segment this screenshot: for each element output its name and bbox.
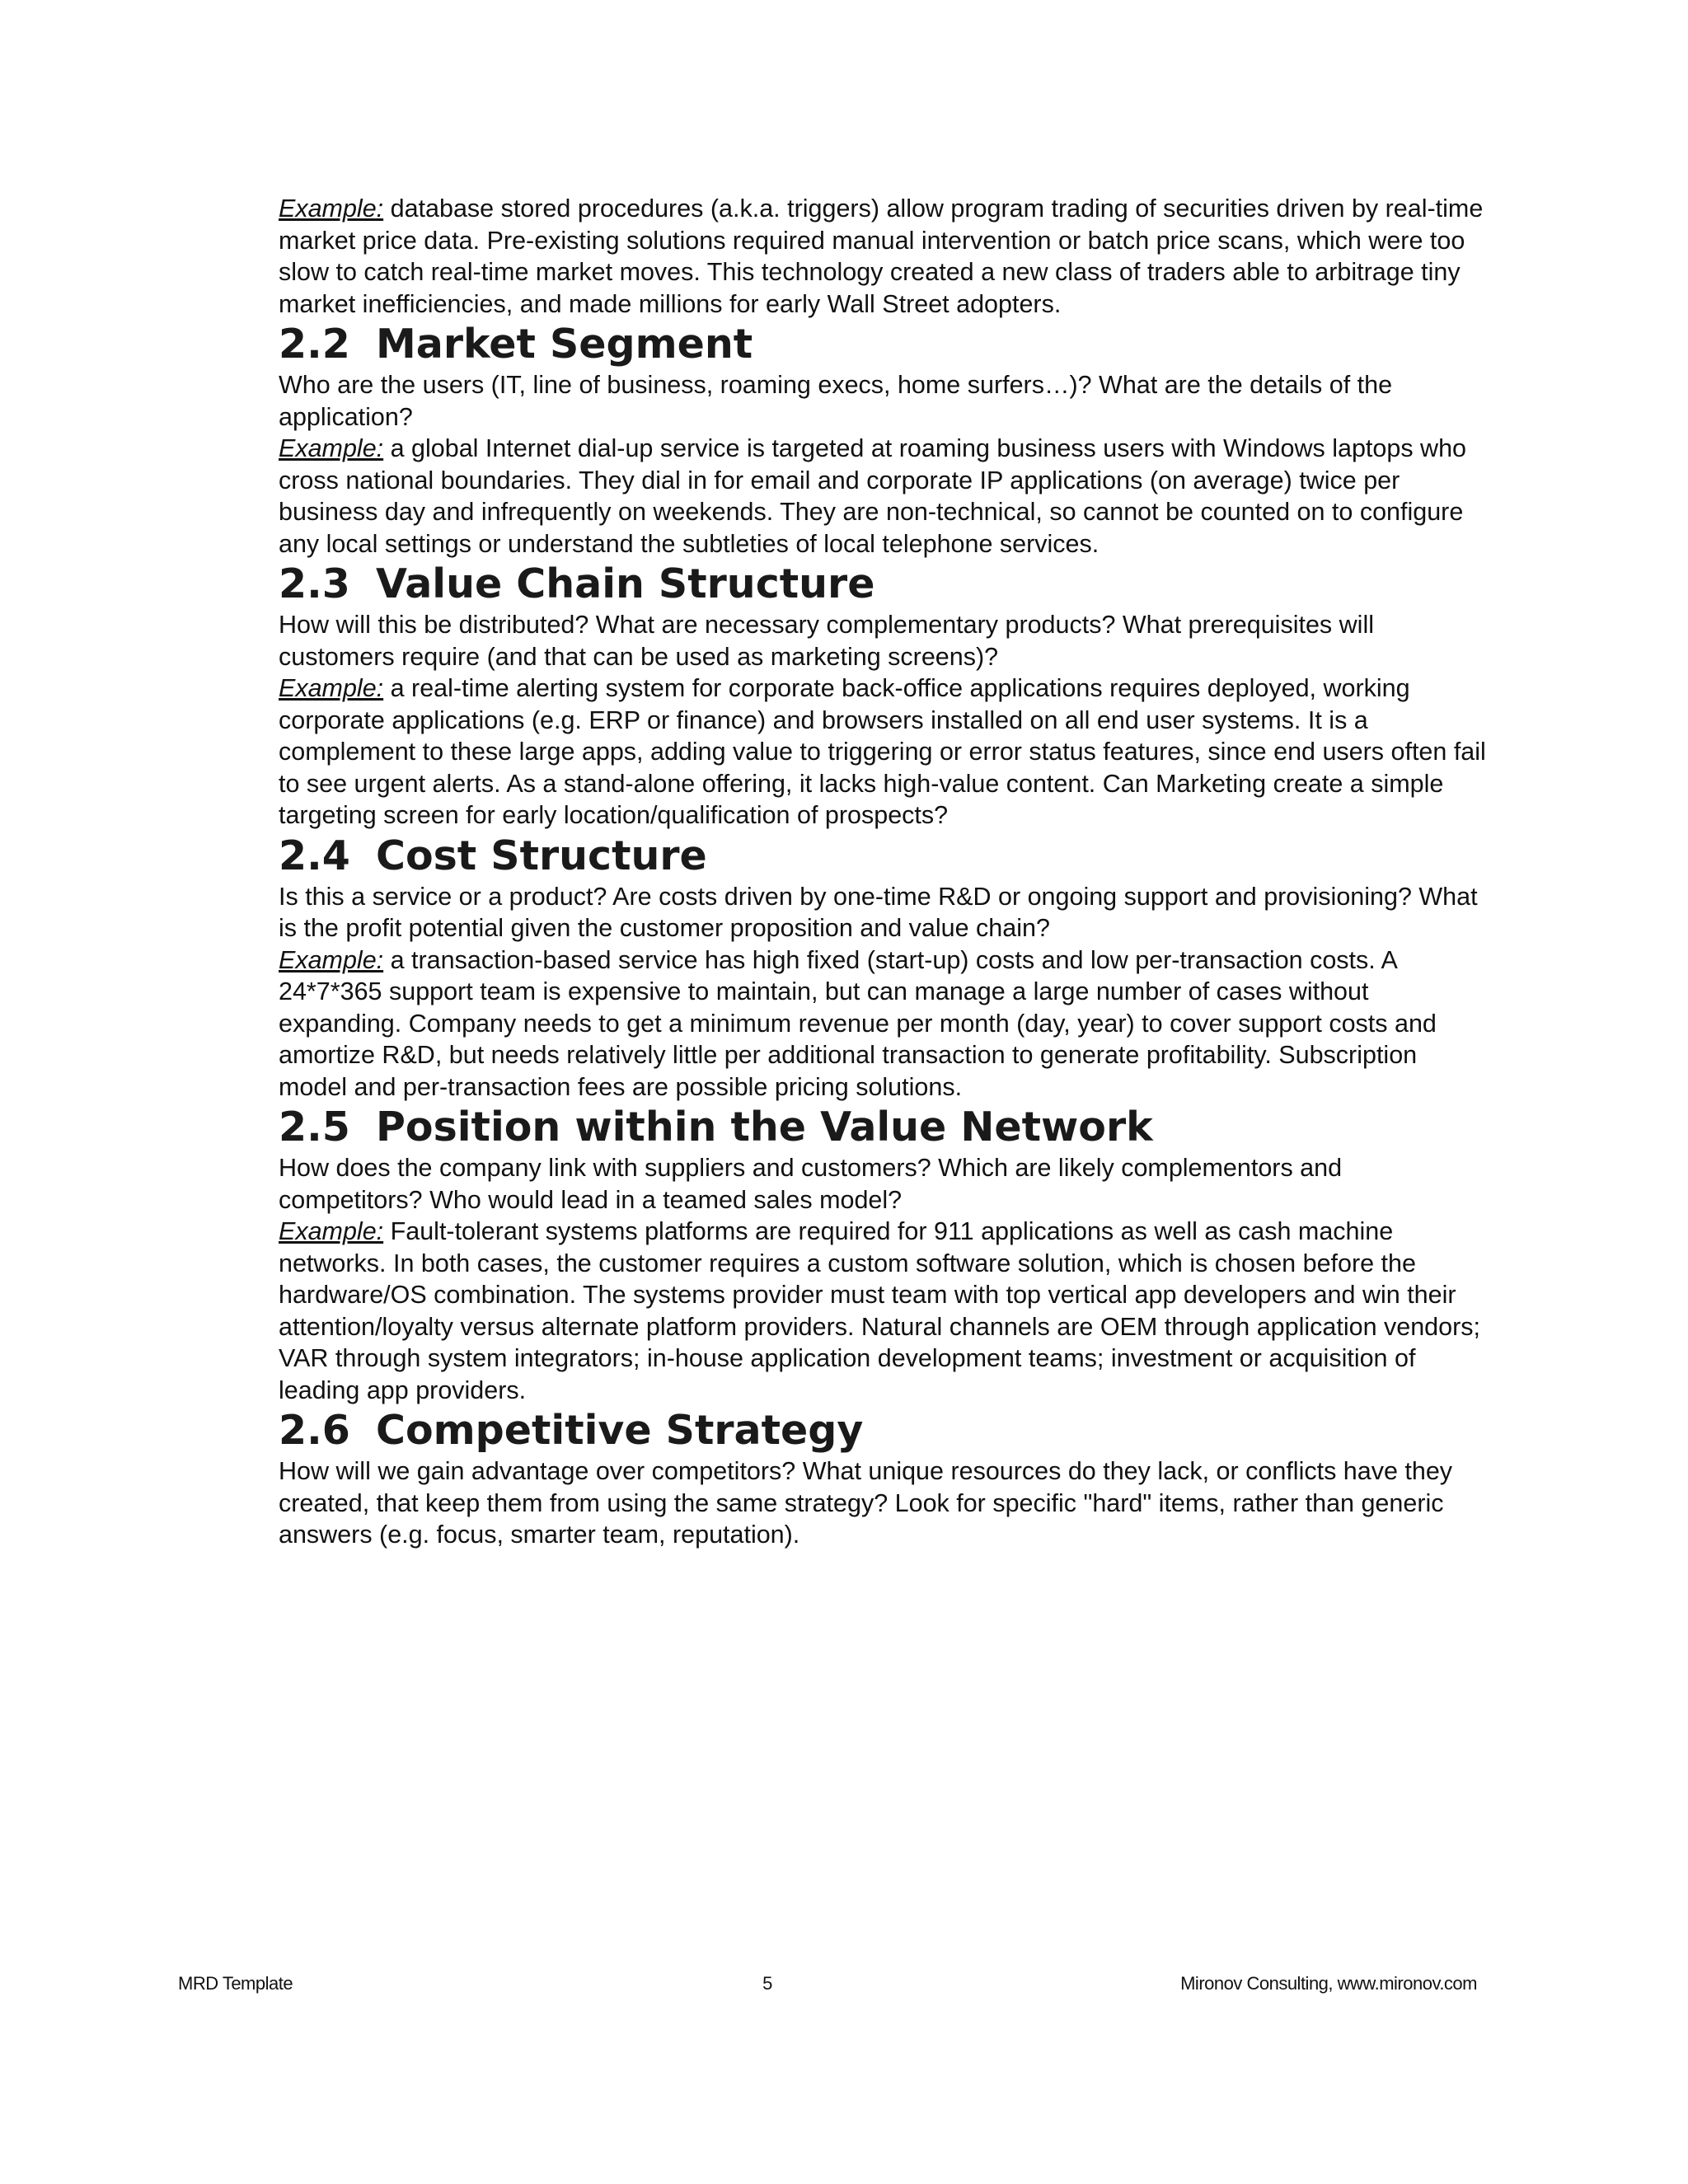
example-label: Example: <box>279 434 384 462</box>
section-number: 2.4 <box>279 832 350 879</box>
section-example <box>279 433 1490 560</box>
example-text: a global Internet dial-up service is targeted at roaming business users with Windows laptops who cross national boundaries. They dial in for email and corporate IP applications (on average) twice per business day and infrequently on weekends. They are non-technical, so cannot be counted on to configure any local settings or understand the subtleties of local telephone services. <box>279 434 1467 558</box>
section-heading-2-4 <box>279 832 1490 881</box>
section-question: Who are the users (IT, line of business, roaming execs, home surfers…)? What are the details of the application? <box>279 371 1393 431</box>
section-question: How does the company link with suppliers and customers? Which are likely complementors and competitors? Who would lead in a teamed sales model? <box>279 1154 1343 1214</box>
section-example <box>279 944 1490 1104</box>
example-text: a real-time alerting system for corporate back-office applications requires deployed, working corporate applications (e.g. ERP or finance) and browsers installed on all end user systems. It is a complement to these large apps, adding value to triggering or error status features, since end users often fail to see urgent alerts. As a stand-alone offering, it lacks high-value content. Can Marketing create a simple targeting screen for early location/qualification of prospects? <box>279 674 1486 829</box>
section-title: Market Segment <box>376 321 753 368</box>
page-footer <box>178 1971 1477 1996</box>
example-label: Example: <box>279 674 384 702</box>
section-title: Position within the Value Network <box>376 1104 1153 1151</box>
example-text: Fault-tolerant systems platforms are required for 911 applications as well as cash machine networks. In both cases, the customer requires a custom software solution, which is chosen before the hardware/OS combination. The systems provider must team with top vertical app developers and win their attention/loyalty versus alternate platform providers. Natural channels are OEM through application vendors; VAR through system integrators; in-house application development teams; investment or acquisition of leading app providers. <box>279 1217 1480 1404</box>
example-text: a transaction-based service has high fixed (start-up) costs and low per-transaction costs. A 24*7*365 support team is expensive to maintain, but can manage a large number of cases without expanding. Company needs to get a minimum revenue per month (day, year) to cover support costs and amortize R&D, but needs relatively little per additional transaction to generate profitability. Subscription model and per-transaction fees are possible pricing solutions. <box>279 945 1437 1101</box>
section-title: Cost Structure <box>376 832 707 879</box>
intro-example <box>279 193 1490 320</box>
footer-company: Mironov Consulting, www.mironov.com <box>1180 1973 1477 1994</box>
section-heading-2-2 <box>279 320 1490 369</box>
example-label: Example: <box>279 945 384 974</box>
section-title: Value Chain Structure <box>376 560 875 607</box>
section-example <box>279 1216 1490 1406</box>
section-question: Is this a service or a product? Are costs driven by one-time R&D or ongoing support and provisioning? What is the profit potential given the customer proposition and value chain? <box>279 882 1478 942</box>
example-text: database stored procedures (a.k.a. triggers) allow program trading of securities driven by real-time market price data. Pre-existing solutions required manual intervention or batch price scans, which were too slow to catch real-time market moves. This technology created a new class of traders able to arbitrage tiny market inefficiencies, and made millions for early Wall Street adopters. <box>279 194 1484 318</box>
section-heading-2-5 <box>279 1103 1490 1152</box>
section-question: How will this be distributed? What are necessary complementary products? What prerequisites will customers require (and that can be used as marketing screens)? <box>279 611 1374 671</box>
section-number: 2.2 <box>279 321 350 368</box>
footer-document-title: MRD Template <box>178 1973 293 1994</box>
footer-page-number: 5 <box>762 1973 772 1994</box>
section-number: 2.3 <box>279 560 350 607</box>
example-label: Example: <box>279 1217 384 1245</box>
section-title: Competitive Strategy <box>376 1407 864 1454</box>
section-heading-2-6 <box>279 1406 1490 1455</box>
section-heading-2-3 <box>279 560 1490 609</box>
page-content <box>279 193 1490 1551</box>
section-question: How will we gain advantage over competitors? What unique resources do they lack, or conflicts have they created, that keep them from using the same strategy? Look for specific "hard" items, rather than generic answers (e.g. focus, smarter team, reputation). <box>279 1457 1453 1549</box>
section-number: 2.6 <box>279 1407 350 1454</box>
example-label: Example: <box>279 194 384 223</box>
section-number: 2.5 <box>279 1104 350 1151</box>
section-example <box>279 673 1490 832</box>
